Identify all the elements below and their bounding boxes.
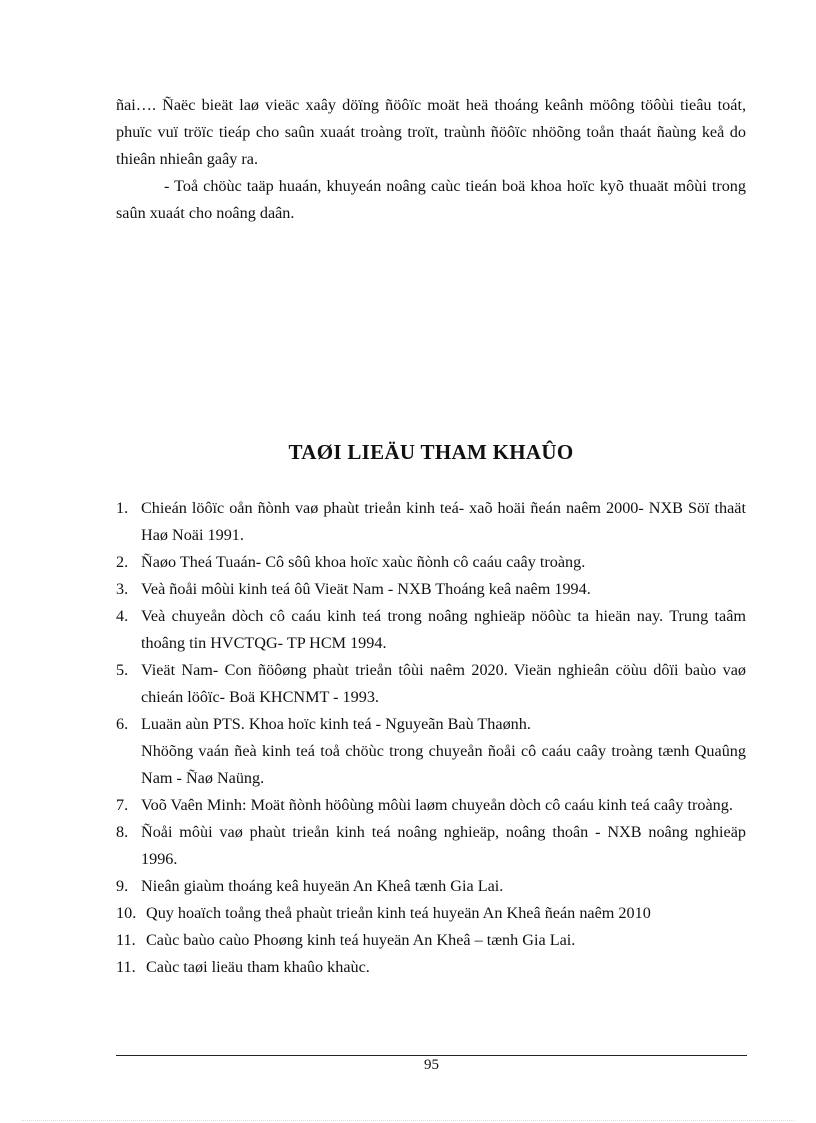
reference-number: 11. xyxy=(116,958,136,976)
reference-text: Caùc baùo caùo Phoøng kinh teá huyeän An Kheâ – tænh Gia Lai. xyxy=(146,931,576,949)
reference-item xyxy=(116,873,746,900)
reference-item xyxy=(116,549,746,576)
reference-number: 8. xyxy=(116,823,129,841)
reference-number: 4. xyxy=(116,607,129,625)
reference-text: Veà ñoåi môùi kinh teá ôû Vieät Nam - NXB Thoáng keâ naêm 1994. xyxy=(141,580,591,598)
reference-text: Luaän aùn PTS. Khoa hoïc kinh teá - Nguyeãn Baù Thaønh. xyxy=(141,715,531,733)
reference-number: 5. xyxy=(116,661,129,679)
reference-number: 6. xyxy=(116,715,129,733)
reference-number: 3. xyxy=(116,580,129,598)
reference-text: Ñaøo Theá Tuaán- Cô sôû khoa hoïc xaùc ñònh cô caáu caây troàng. xyxy=(141,553,586,571)
reference-item xyxy=(116,900,746,927)
page-number: 95 xyxy=(424,1057,439,1073)
reference-item xyxy=(116,819,746,873)
reference-item xyxy=(116,792,746,819)
reference-text: Voõ Vaên Minh: Moät ñònh höôùng môùi laøm chuyeån dòch cô caáu kinh teá caây troàng. xyxy=(141,796,733,814)
reference-number: 7. xyxy=(116,796,129,814)
references-list xyxy=(116,495,746,981)
reference-text: Chieán löôïc oån ñònh vaø phaùt trieån kinh teá- xaõ hoäi ñeán naêm 2000- NXB Söï thaät Haø Noäi 1991. xyxy=(141,499,746,544)
reference-text: Nieân giaùm thoáng keâ huyeän An Kheâ tænh Gia Lai. xyxy=(141,877,504,895)
reference-item xyxy=(116,711,746,792)
reference-item xyxy=(116,576,746,603)
references-title: TAØI LIEÄU THAM KHAÛO xyxy=(288,440,574,464)
reference-item xyxy=(116,954,746,981)
reference-item xyxy=(116,657,746,711)
reference-text: Vieät Nam- Con ñöôøng phaùt trieån tôùi naêm 2020. Vieän nghieân cöùu dôïi baùo vaø chieán löôïc- Boä KHCNMT - 1993. xyxy=(141,661,746,706)
reference-text: Nhöõng vaán ñeà kinh teá toå chöùc trong chuyeån ñoåi cô caáu caây troàng tænh Quaûng Nam - Ñaø Naüng. xyxy=(141,742,746,787)
reference-number: 9. xyxy=(116,877,129,895)
footer-divider xyxy=(116,1055,747,1056)
reference-text: Veà chuyeån dòch cô caáu kinh teá trong noâng nghieäp nöôùc ta hieän nay. Trung taâm thoâng tin HVCTQG- TP HCM 1994. xyxy=(141,607,746,652)
reference-item xyxy=(116,495,746,549)
reference-item xyxy=(116,927,746,954)
reference-text: Quy hoaïch toång theå phaùt trieån kinh teá huyeän An Kheâ ñeán naêm 2010 xyxy=(146,904,651,922)
page-edge-dotted-line xyxy=(22,1120,794,1121)
reference-number: 2. xyxy=(116,553,129,571)
reference-number: 1. xyxy=(116,499,129,517)
reference-number: 11. xyxy=(116,931,136,949)
body-paragraph-1: ñai…. Ñaëc bieät laø vieäc xaây döïng ñöôïc moät heä thoáng keânh möông töôùi tieâu toát, phuïc vuï tröïc tieáp cho saûn xuaát troàng troït, traùnh ñöôïc nhöõng toån thaát ñaùng keå do thieân nhieân gaây ra. xyxy=(116,96,746,168)
reference-text: Caùc taøi lieäu tham khaûo khaùc. xyxy=(146,958,370,976)
body-paragraph-2: - Toå chöùc taäp huaán, khuyeán noâng caùc tieán boä khoa hoïc kyõ thuaät môùi trong saûn xuaát cho noâng daân. xyxy=(116,177,746,222)
reference-number: 10. xyxy=(116,904,137,922)
reference-item xyxy=(116,603,746,657)
reference-text: Ñoåi môùi vaø phaùt trieån kinh teá noâng nghieäp, noâng thoân - NXB noâng nghieäp 1996. xyxy=(141,823,746,868)
